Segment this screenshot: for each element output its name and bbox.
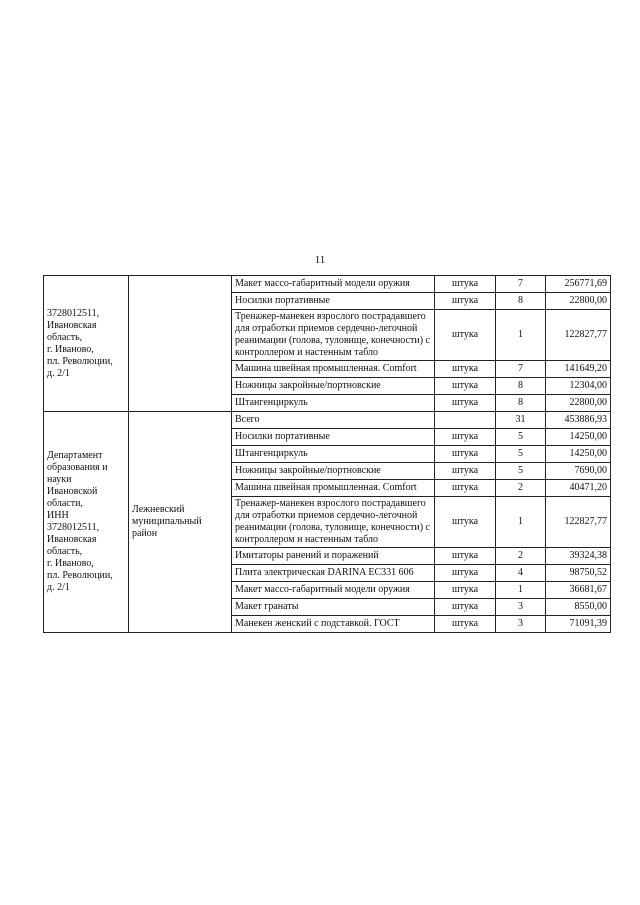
amount-cell: 71091,39 (546, 616, 611, 633)
quantity-cell: 31 (496, 412, 546, 429)
item-name-cell: Машина швейная промышленная. Comfort (232, 361, 435, 378)
unit-cell (435, 412, 496, 429)
table-row (44, 412, 611, 429)
organization-cell: Департамент образования и науки Ивановской области, ИНН 3728012511, Ивановская область, г. Иваново, пл. Революции, д. 2/1 (44, 412, 129, 633)
equipment-table (43, 275, 611, 633)
item-name-cell: Тренажер-манекен взрослого пострадавшего для отработки приемов сердечно-легочной реанимации (голова, туловище, конечности) с контроллером и настенным табло (232, 497, 435, 548)
item-name-cell: Штангенциркуль (232, 446, 435, 463)
amount-cell: 256771,69 (546, 276, 611, 293)
quantity-cell: 5 (496, 429, 546, 446)
amount-cell: 12304,00 (546, 378, 611, 395)
amount-cell: 122827,77 (546, 310, 611, 361)
amount-cell: 141649,20 (546, 361, 611, 378)
quantity-cell: 5 (496, 446, 546, 463)
unit-cell: штука (435, 395, 496, 412)
amount-cell: 39324,38 (546, 548, 611, 565)
table-row (44, 276, 611, 293)
amount-cell: 453886,93 (546, 412, 611, 429)
amount-cell: 8550,00 (546, 599, 611, 616)
quantity-cell: 8 (496, 293, 546, 310)
item-name-cell: Ножницы закройные/портновские (232, 463, 435, 480)
unit-cell: штука (435, 276, 496, 293)
quantity-cell: 1 (496, 310, 546, 361)
item-name-cell: Всего (232, 412, 435, 429)
quantity-cell: 7 (496, 276, 546, 293)
unit-cell: штука (435, 378, 496, 395)
item-name-cell: Носилки портативные (232, 293, 435, 310)
amount-cell: 14250,00 (546, 429, 611, 446)
item-name-cell: Плита электрическая DARINA ЕС331 606 (232, 565, 435, 582)
unit-cell: штука (435, 293, 496, 310)
amount-cell: 22800,00 (546, 293, 611, 310)
quantity-cell: 3 (496, 616, 546, 633)
quantity-cell: 4 (496, 565, 546, 582)
item-name-cell: Ножницы закройные/портновские (232, 378, 435, 395)
unit-cell: штука (435, 429, 496, 446)
unit-cell: штука (435, 565, 496, 582)
quantity-cell: 8 (496, 395, 546, 412)
district-cell: Лежневский муниципальный район (129, 412, 232, 633)
item-name-cell: Макет гранаты (232, 599, 435, 616)
item-name-cell: Макет массо-габаритный модели оружия (232, 276, 435, 293)
quantity-cell: 2 (496, 548, 546, 565)
item-name-cell: Макет массо-габаритный модели оружия (232, 582, 435, 599)
quantity-cell: 8 (496, 378, 546, 395)
unit-cell: штука (435, 497, 496, 548)
item-name-cell: Штангенциркуль (232, 395, 435, 412)
unit-cell: штука (435, 446, 496, 463)
unit-cell: штука (435, 582, 496, 599)
amount-cell: 22800,00 (546, 395, 611, 412)
amount-cell: 98750,52 (546, 565, 611, 582)
item-name-cell: Манекен женский с подставкой. ГОСТ (232, 616, 435, 633)
district-cell (129, 276, 232, 412)
item-name-cell: Носилки портативные (232, 429, 435, 446)
quantity-cell: 2 (496, 480, 546, 497)
amount-cell: 14250,00 (546, 446, 611, 463)
unit-cell: штука (435, 480, 496, 497)
organization-cell: 3728012511, Ивановская область, г. Иваново, пл. Революции, д. 2/1 (44, 276, 129, 412)
item-name-cell: Тренажер-манекен взрослого пострадавшего для отработки приемов сердечно-легочной реанимации (голова, туловище, конечности) с контроллером и настенным табло (232, 310, 435, 361)
quantity-cell: 3 (496, 599, 546, 616)
amount-cell: 36681,67 (546, 582, 611, 599)
quantity-cell: 1 (496, 497, 546, 548)
unit-cell: штука (435, 463, 496, 480)
quantity-cell: 5 (496, 463, 546, 480)
amount-cell: 7690,00 (546, 463, 611, 480)
quantity-cell: 7 (496, 361, 546, 378)
unit-cell: штука (435, 599, 496, 616)
amount-cell: 40471,20 (546, 480, 611, 497)
page-number: 11 (314, 254, 326, 266)
unit-cell: штука (435, 616, 496, 633)
amount-cell: 122827,77 (546, 497, 611, 548)
unit-cell: штука (435, 361, 496, 378)
item-name-cell: Машина швейная промышленная. Comfort (232, 480, 435, 497)
unit-cell: штука (435, 548, 496, 565)
quantity-cell: 1 (496, 582, 546, 599)
item-name-cell: Имитаторы ранений и поражений (232, 548, 435, 565)
unit-cell: штука (435, 310, 496, 361)
